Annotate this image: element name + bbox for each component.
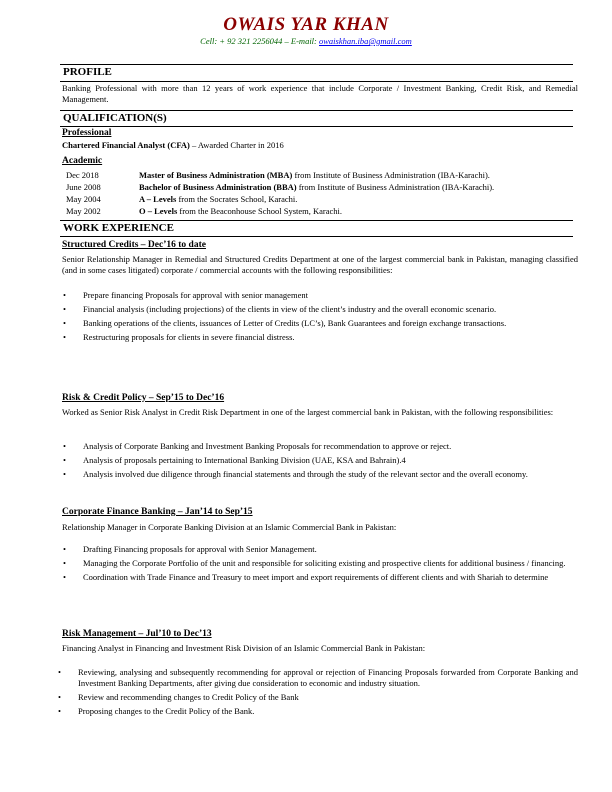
list-item [63, 318, 578, 329]
job-summary: Relationship Manager in Corporate Banking Division at an Islamic Commercial Bank in Pakistan: [62, 522, 397, 532]
bullet-text: Drafting Financing proposals for approval with Senior Management. [83, 544, 317, 554]
academic-degree: A – Levels [139, 194, 177, 204]
section-rule [60, 220, 573, 221]
bullet-text: Managing the Corporate Portfolio of the unit and responsible for soliciting existing and prospective clients for additional business / financing. [83, 558, 566, 568]
bullet-icon: • [63, 332, 66, 342]
academic-institution: from Institute of Business Administration (IBA-Karachi). [292, 170, 490, 180]
bullet-icon: • [63, 304, 66, 314]
list-item [63, 304, 578, 315]
bullet-icon: • [63, 572, 66, 582]
academic-entry [139, 170, 490, 180]
list-item [58, 692, 578, 703]
bullet-icon: • [63, 544, 66, 554]
professional-qualification [62, 140, 578, 151]
bullet-icon: • [63, 290, 66, 300]
contact-phone: Cell: + 92 321 2256044 – E-mail: [200, 36, 319, 46]
bullet-text: Review and recommending changes to Credit Policy of the Bank [78, 692, 299, 702]
academic-institution: from the Beaconhouse School System, Karachi. [177, 206, 343, 216]
bullet-icon: • [63, 318, 66, 328]
academic-date: June 2008 [66, 182, 101, 192]
bullet-text: Analysis involved due diligence through financial statements and through the study of the relevant sector and the overall economy. [83, 469, 528, 479]
list-item [63, 572, 578, 583]
job-title: Structured Credits – Dec’16 to date [62, 240, 206, 250]
email-link[interactable]: owaiskhan.iba@gmail.com [319, 36, 412, 46]
cfa-title: Chartered Financial Analyst (CFA) [62, 140, 190, 150]
experience-heading: WORK EXPERIENCE [63, 222, 174, 234]
job-title: Risk Management – Jul’10 to Dec’13 [62, 629, 212, 639]
academic-degree: O – Levels [139, 206, 178, 216]
academic-degree: Master of Business Administration (MBA) [139, 170, 293, 180]
bullet-text: Proposing changes to the Credit Policy of the Bank. [78, 706, 255, 716]
contact-line [0, 36, 612, 46]
bullet-text: Analysis of Corporate Banking and Investment Banking Proposals for recommendation to approve or reject. [83, 441, 452, 451]
list-item [63, 544, 578, 555]
job-title: Risk & Credit Policy – Sep’15 to Dec’16 [62, 393, 225, 403]
resume-name: OWAIS YAR KHAN [223, 14, 389, 35]
academic-institution: from Institute of Business Administration (IBA-Karachi). [296, 182, 495, 192]
bullet-text: Reviewing, analysing and subsequently recommending for approval or rejection of Financing Proposals forwarded from Corporate Banking and Investment Banking Departments, after giving due consideration to economic and industry situation. [78, 667, 578, 688]
section-rule [60, 110, 573, 111]
professional-heading: Professional [62, 128, 112, 138]
job-summary: Financing Analyst in Financing and Investment Risk Division of an Islamic Commercial Bank in Pakistan: [62, 643, 426, 653]
bullet-icon: • [58, 692, 61, 702]
bullet-text: Coordination with Trade Finance and Treasury to meet import and export requirements of different clients and with Shariah to determine [83, 572, 549, 582]
job-bullets [58, 667, 578, 720]
bullet-icon: • [63, 558, 66, 568]
bullet-text: Analysis of proposals pertaining to International Banking Division (UAE, KSA and Bahrain).4 [83, 455, 406, 465]
bullet-text: Banking operations of the clients, issuances of Letter of Credits (LC’s), Bank Guarantees and foreign exchange transactions. [83, 318, 507, 328]
job-summary: Worked as Senior Risk Analyst in Credit Risk Department in one of the largest commercial bank in Pakistan, with the following responsibilities: [62, 407, 554, 417]
list-item [63, 332, 578, 343]
bullet-icon: • [58, 706, 61, 716]
academic-date: Dec 2018 [66, 170, 99, 180]
bullet-text: Restructuring proposals for clients in severe financial distress. [83, 332, 295, 342]
academic-institution: from the Socrates School, Karachi. [176, 194, 298, 204]
job-summary: Senior Relationship Manager in Remedial and Structured Credits Department at one of the largest commercial bank in Pakistan, managing classified (and in some cases litigated) corporate / commercial accounts with the following responsibilities: [62, 254, 578, 275]
list-item [63, 441, 578, 452]
academic-date: May 2004 [66, 194, 101, 204]
section-rule [60, 236, 573, 237]
profile-text: Banking Professional with more than 12 years of work experience that include Corporate / Investment Banking, Credit Risk, and Remedial Management. [62, 83, 578, 104]
list-item [63, 469, 578, 480]
list-item [58, 706, 578, 717]
academic-degree: Bachelor of Business Administration (BBA) [139, 182, 297, 192]
qualifications-heading: QUALIFICATION(S) [63, 112, 167, 124]
job-title: Corporate Finance Banking – Jan’14 to Sep’15 [62, 507, 253, 517]
academic-entry [139, 194, 297, 204]
list-item [63, 290, 578, 301]
list-item [63, 558, 578, 569]
job-bullets [63, 441, 578, 483]
cfa-rest: – Awarded Charter in 2016 [189, 140, 284, 150]
bullet-icon: • [63, 469, 66, 479]
bullet-icon: • [58, 667, 61, 677]
academic-date: May 2002 [66, 206, 101, 216]
list-item [58, 667, 578, 689]
section-rule [60, 81, 573, 82]
list-item [63, 455, 578, 466]
job-bullets [63, 544, 578, 586]
job-bullets [63, 290, 578, 346]
bullet-text: Financial analysis (including projections) of the clients in view of the client’s industry and the overall economic scenario. [83, 304, 497, 314]
section-rule [60, 64, 573, 65]
profile-heading: PROFILE [63, 66, 112, 78]
bullet-icon: • [63, 455, 66, 465]
academic-entry [139, 182, 494, 192]
bullet-text: Prepare financing Proposals for approval with senior management [83, 290, 308, 300]
section-rule [60, 126, 573, 127]
academic-entry [139, 206, 342, 216]
bullet-icon: • [63, 441, 66, 451]
academic-heading: Academic [62, 156, 103, 166]
